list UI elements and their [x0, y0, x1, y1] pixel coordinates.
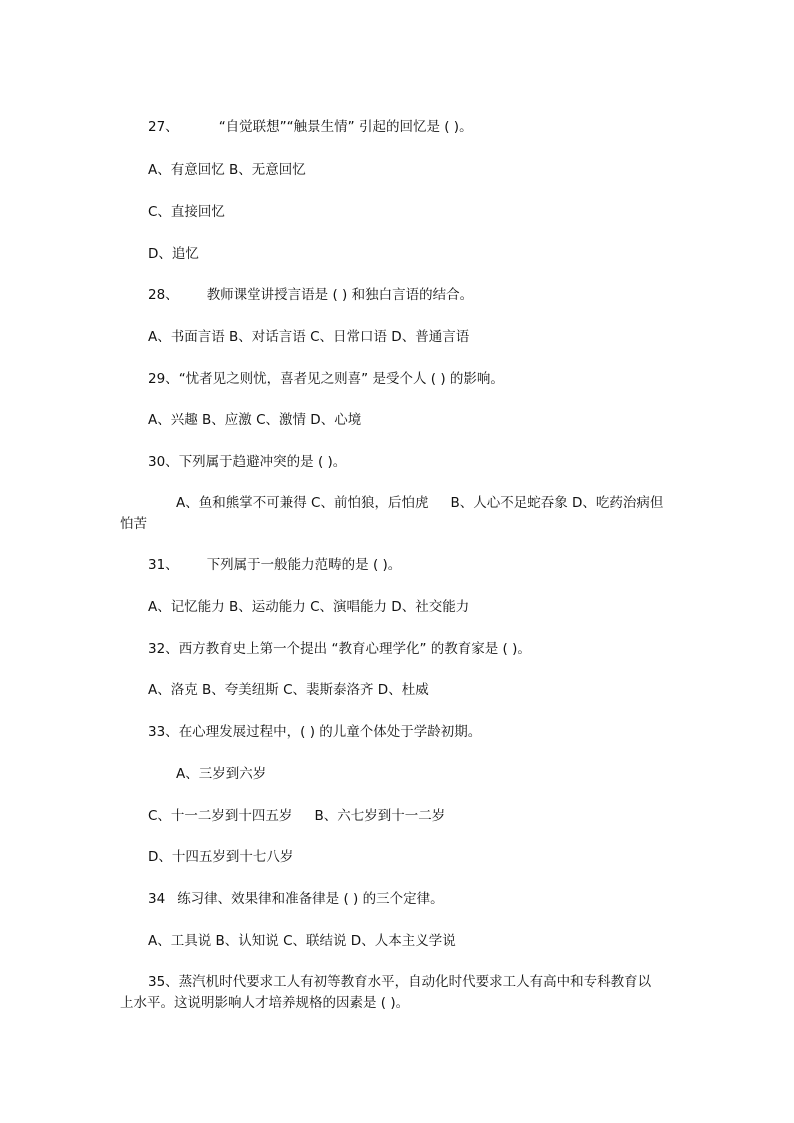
question-28-option-line: A、书面言语 B、对话言语 C、日常口语 D、普通言语	[148, 329, 470, 345]
question-31-option-line: A、记忆能力 B、运动能力 C、演唱能力 D、社交能力	[148, 599, 470, 615]
question-34-stem: 34 练习律、效果律和准备律是 ( ) 的三个定律。	[148, 891, 444, 907]
question-28-stem: 28、 教师课堂讲授言语是 ( ) 和独白言语的结合。	[148, 287, 474, 303]
question-30-stem: 30、下列属于趋避冲突的是 ( )。	[148, 454, 347, 470]
question-31-stem: 31、 下列属于一般能力范畴的是 ( )。	[148, 557, 402, 573]
question-33-option-line: D、十四五岁到十七八岁	[148, 849, 294, 865]
question-27-stem: 27、 “自觉联想”“触景生情” 引起的回忆是 ( )。	[148, 119, 473, 135]
question-29-stem: 29、“忧者见之则忧，喜者见之则喜” 是受个人 ( ) 的影响。	[148, 371, 504, 387]
question-30-option-line: A、鱼和熊掌不可兼得 C、前怕狼，后怕虎 B、人心不足蛇吞象 D、吃药治病但	[176, 495, 664, 511]
question-32-option-line: A、洛克 B、夸美纽斯 C、裴斯泰洛齐 D、杜威	[148, 682, 429, 698]
question-27-option-line: A、有意回忆 B、无意回忆	[148, 162, 306, 178]
question-35-stem: 35、蒸汽机时代要求工人有初等教育水平，自动化时代要求工人有高中和专科教育以	[148, 974, 652, 990]
question-34-option-line: A、工具说 B、认知说 C、联结说 D、人本主义学说	[148, 933, 456, 949]
question-27-option-line: D、追忆	[148, 246, 199, 262]
question-32-stem: 32、西方教育史上第一个提出 “教育心理学化” 的教育家是 ( )。	[148, 641, 531, 657]
question-33-stem: 33、在心理发展过程中，( ) 的儿童个体处于学龄初期。	[148, 724, 482, 740]
question-27-option-line: C、直接回忆	[148, 204, 225, 220]
question-30-option-line: 怕苦	[120, 516, 147, 532]
question-35-stem-continued: 上水平。这说明影响人才培养规格的因素是 ( )。	[120, 995, 410, 1011]
question-33-option-line: C、十一二岁到十四五岁 B、六七岁到十一二岁	[148, 808, 446, 824]
question-33-option-line: A、三岁到六岁	[176, 766, 267, 782]
question-29-option-line: A、兴趣 B、应激 C、激情 D、心境	[148, 412, 362, 428]
